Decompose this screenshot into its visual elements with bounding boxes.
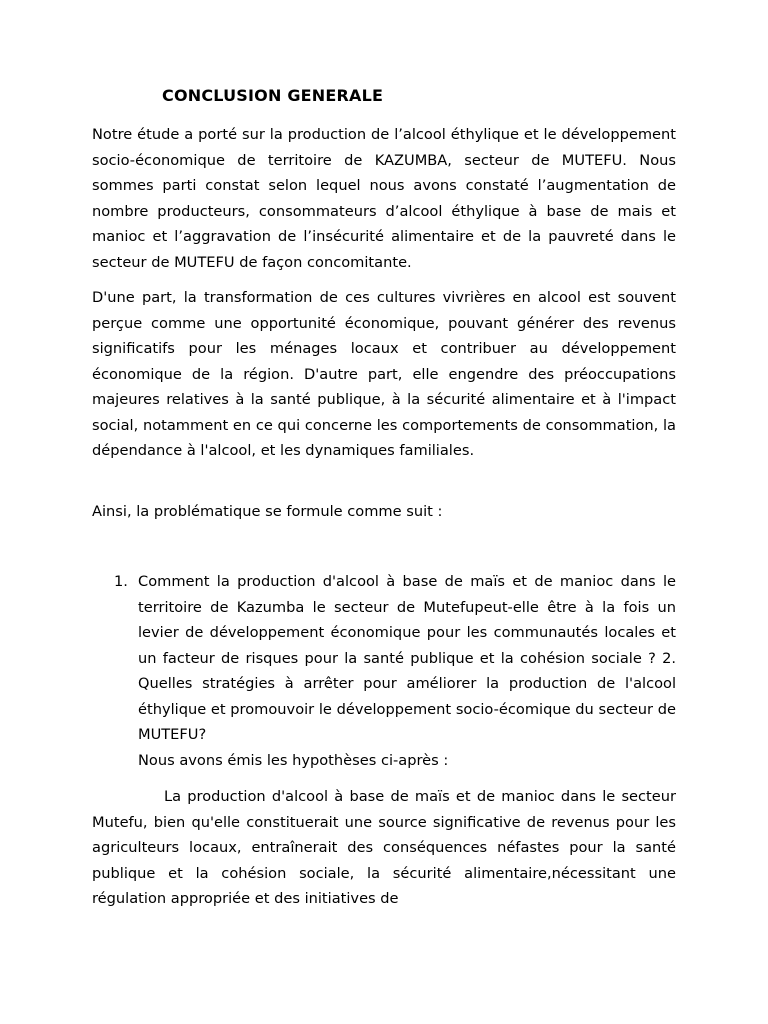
paragraph-problematic-intro: Ainsi, la problématique se formule comme suit :	[92, 503, 443, 520]
list-item-number: 1.	[114, 573, 128, 590]
list-item-text: Comment la production d'alcool à base de maïs et de manioc dans le territoire de Kazumba le secteur de Mutefupeut-elle être à la fois un levier de développement économique pour les communautés locales et un facteur de risques pour la santé publique et la cohésion sociale ? 2. Quelles stratégies à arrêter pour améliorer la production de l'alcool éthylique et promouvoir le développement socio-écomique du secteur de MUTEFU?	[138, 573, 676, 743]
paragraph-hypothesis: La production d'alcool à base de maïs et de manioc dans le secteur Mutefu, bien qu'elle constituerait une source significative de revenus pour les agriculteurs locaux, entraînerait des conséquences néfastes pour la santé publique et la cohésion sociale, la sécurité alimentaire,nécessitant une régulation appropriée et des initiatives de	[92, 788, 676, 907]
list-item	[92, 569, 676, 773]
paragraph-introduction: Notre étude a porté sur la production de l’alcool éthylique et le développement socio-économique de territoire de KAZUMBA, secteur de MUTEFU. Nous sommes parti constat selon lequel nous avons constaté l’augmentation de nombre producteurs, consommateurs d’alcool éthylique à base de mais et manioc et l’aggravation de l’insécurité alimentaire et de la pauvreté dans le secteur de MUTEFU de façon concomitante.	[92, 126, 676, 271]
numbered-list	[92, 569, 676, 773]
list-item-subline: Nous avons émis les hypothèses ci-après :	[138, 751, 449, 769]
paragraph-context: D'une part, la transformation de ces cultures vivrières en alcool est souvent perçue comme une opportunité économique, pouvant générer des revenus significatifs pour les ménages locaux et contribuer au développement économique de la région. D'autre part, elle engendre des préoccupations majeures relatives à la santé publique, à la sécurité alimentaire et à l'impact social, notamment en ce qui concerne les comportements de consommation, la dépendance à l'alcool, et les dynamiques familiales.	[92, 289, 676, 459]
document-title: CONCLUSION GENERALE	[162, 86, 384, 105]
